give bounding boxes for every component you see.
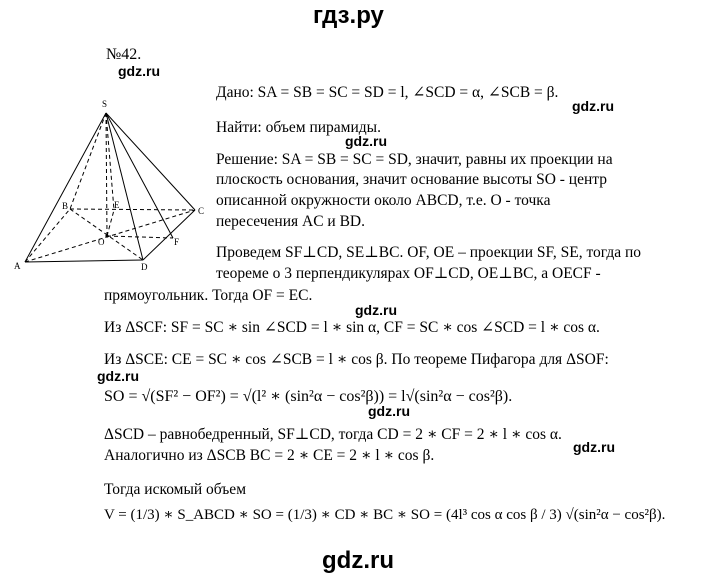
solution-line: плоскость основания, значит основание высоты SO - центр (216, 171, 607, 188)
solution-line: пересечения AC и BD. (216, 213, 366, 230)
label-E: E (114, 200, 120, 210)
label-B: B (62, 201, 69, 211)
site-title: гдз.ру (313, 2, 384, 29)
watermark: gdz.ru (345, 133, 387, 149)
label-A: A (14, 261, 21, 270)
watermark: gdz.ru (355, 302, 397, 318)
solution-line: Тогда искомый объем (104, 481, 246, 498)
pyramid-figure (10, 95, 210, 270)
edge-SB (70, 113, 106, 209)
height-SO (106, 113, 107, 236)
watermark: gdz.ru (572, 98, 614, 114)
solution-line: ΔSCD – равнобедренный, SF⊥CD, тогда CD = 2 ∗ CF = 2 ∗ l ∗ cos α. (104, 426, 562, 443)
label-C: C (198, 206, 205, 216)
label-S: S (102, 99, 108, 109)
edge-SA (25, 113, 106, 262)
footer-site: gdz.ru (322, 547, 394, 574)
solution-line: Проведем SF⊥CD, SE⊥BC. OF, OE – проекции SF, SE, тогда по (216, 244, 642, 261)
solution-line: Решение: SA = SB = SC = SD, значит, равны их проекции на (216, 151, 613, 168)
segment-OF (107, 236, 173, 238)
watermark: gdz.ru (368, 403, 410, 419)
given-line: Дано: SA = SB = SC = SD = l, ∠SCD = α, ∠SCB = β. (216, 84, 559, 101)
edge-BC (70, 209, 195, 210)
formula-line: SO = √(SF² − OF²) = √(l² ∗ (sin²α − cos²β)) = l√(sin²α − cos²β). (104, 388, 513, 405)
segment-OE (107, 210, 114, 236)
solution-line: прямоугольник. Тогда OF = EC. (104, 287, 313, 304)
find-line: Найти: объем пирамиды. (216, 119, 381, 136)
watermark: gdz.ru (118, 63, 160, 79)
formula-line: V = (1/3) ∗ S_ABCD ∗ SO = (1/3) ∗ CD ∗ BC ∗ SO = (4l³ cos α cos β / 3) √(sin²α − cos²β). (104, 507, 666, 523)
label-D: D (141, 262, 148, 270)
edge-AD (25, 260, 143, 262)
solution-line: Из ΔSCE: CE = SC ∗ cos ∠SCB = l ∗ cos β. По теореме Пифагора для ΔSOF: (104, 351, 609, 368)
problem-number: №42. (106, 46, 142, 63)
watermark: gdz.ru (97, 368, 139, 384)
label-F: F (174, 237, 180, 247)
watermark: gdz.ru (573, 439, 615, 455)
solution-line: Из ΔSCF: SF = SC ∗ sin ∠SCD = l ∗ sin α, CF = SC ∗ cos ∠SCD = l ∗ cos α. (104, 319, 600, 336)
label-O: O (98, 237, 105, 247)
solution-line: Аналогично из ΔSCB BC = 2 ∗ CE = 2 ∗ l ∗ cos β. (104, 447, 435, 464)
solution-line: теореме о 3 перпендикулярах OF⊥CD, OE⊥BC, а OECF - (216, 265, 601, 282)
solution-line: описанной окружности около ABCD, т.е. O - точка (216, 192, 551, 209)
edge-AB (25, 209, 70, 262)
